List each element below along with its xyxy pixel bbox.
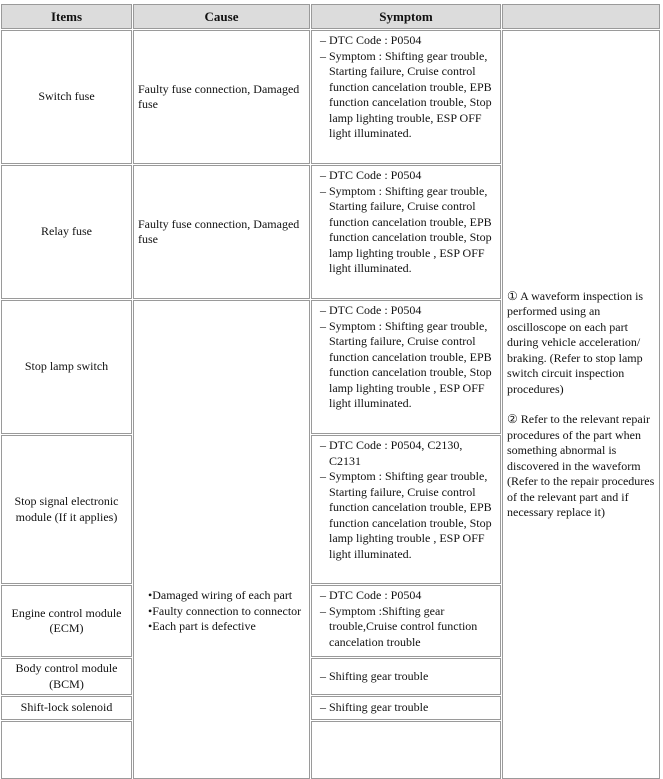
item-shift-lock-solenoid: Shift-lock solenoid	[1, 696, 132, 720]
item-switch-fuse: Switch fuse	[1, 30, 132, 164]
symptom-ecm	[311, 585, 501, 657]
item-stop-lamp-switch: Stop lamp switch	[1, 300, 132, 434]
header-items: Items	[1, 4, 132, 29]
item-ecm: Engine control module (ECM)	[1, 585, 132, 657]
header-cause: Cause	[133, 4, 310, 29]
symptom-stop-lamp-switch	[311, 300, 501, 434]
symptom-empty	[311, 721, 501, 779]
inspection-remarks	[502, 30, 660, 779]
symptom-line: – DTC Code : P0504	[320, 303, 496, 319]
cause-item: • Damaged wiring of each part	[148, 588, 308, 604]
item-stop-signal-module: Stop signal electronic module (If it applies)	[1, 435, 132, 584]
symptom-line: – Shifting gear trouble	[320, 669, 428, 685]
symptom-stop-signal-module	[311, 435, 501, 584]
cause-item: • Each part is defective	[148, 619, 308, 635]
symptom-line: – Symptom : Shifting gear trouble, Starting failure, Cruise control function cancelation trouble, EPB function cancelation trouble, Stop lamp lighting trouble , ESP OFF light illuminated.	[320, 319, 496, 412]
item-bcm: Body control module (BCM)	[1, 658, 132, 695]
cause-shared	[133, 300, 310, 779]
symptom-shift-lock	[311, 696, 501, 720]
cause-list	[148, 588, 308, 635]
remark-waveform-inspection: ① A waveform inspection is performed using an oscilloscope on each part during vehicle acceleration/ braking. (Refer to stop lamp switch circuit inspection procedures)	[507, 288, 644, 396]
symptom-line: – DTC Code : P0504	[320, 168, 496, 184]
symptom-line: – DTC Code : P0504	[320, 33, 496, 49]
remark-repair-procedure: ② Refer to the relevant repair procedures of the part when something abnormal is discovered in the waveform (Refer to the repair procedures of the relevant part and if necessary replace it)	[507, 412, 655, 519]
item-relay-fuse: Relay fuse	[1, 165, 132, 299]
symptom-line: – DTC Code : P0504	[320, 588, 496, 604]
symptom-switch-fuse	[311, 30, 501, 164]
symptom-line: – DTC Code : P0504, C2130, C2131	[320, 438, 496, 469]
cause-switch-fuse: Faulty fuse connection, Damaged fuse	[133, 30, 310, 164]
cause-relay-fuse: Faulty fuse connection, Damaged fuse	[133, 165, 310, 299]
header-remark	[502, 4, 660, 29]
item-empty	[1, 721, 132, 779]
symptom-relay-fuse	[311, 165, 501, 299]
symptom-line: – Symptom : Shifting gear trouble, Starting failure, Cruise control function cancelation trouble, EPB function cancelation trouble, Stop lamp lighting trouble , ESP OFF light illuminated.	[320, 469, 496, 562]
symptom-line: – Symptom : Shifting gear trouble, Starting failure, Cruise control function cancelation trouble, EPB function cancelation trouble, Stop lamp lighting trouble , ESP OFF light illuminated.	[320, 184, 496, 277]
symptom-line: – Symptom : Shifting gear trouble, Starting failure, Cruise control function cancelation trouble, EPB function cancelation trouble, Stop lamp lighting trouble, ESP OFF light illuminated.	[320, 49, 496, 142]
header-symptom: Symptom	[311, 4, 501, 29]
symptom-line: – Symptom :Shifting gear trouble,Cruise control function cancelation trouble	[320, 604, 496, 651]
symptom-bcm	[311, 658, 501, 695]
cause-item: • Faulty connection to connector	[148, 604, 308, 620]
symptom-line: – Shifting gear trouble	[320, 700, 428, 716]
